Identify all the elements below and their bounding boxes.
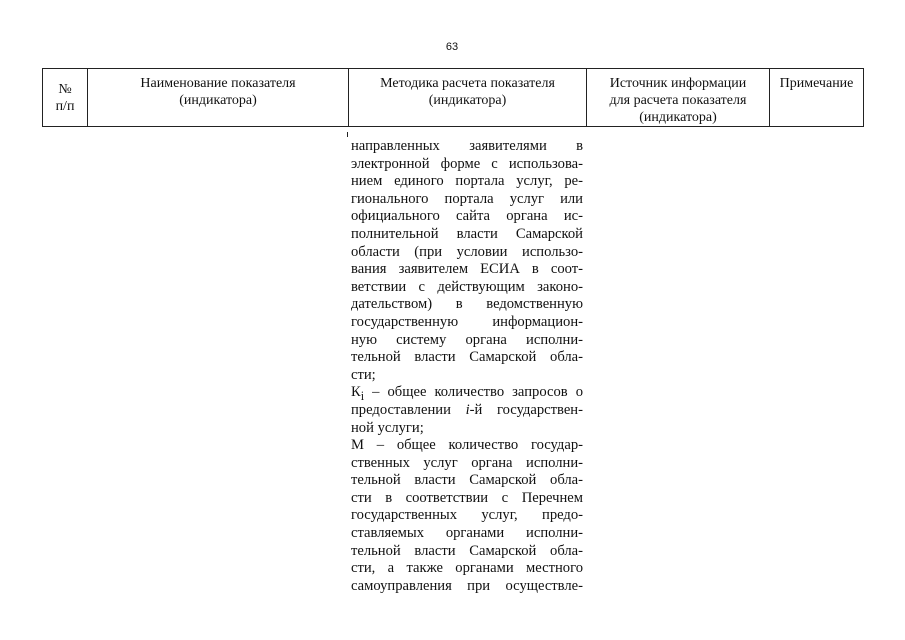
column-header-information-source	[587, 69, 770, 127]
header-method-line-1: Методика расчета показателя	[380, 76, 555, 91]
method-description	[351, 138, 583, 595]
method-line: дательством) в ведомственную	[351, 296, 583, 313]
method-line: области (при условии использо-	[351, 243, 583, 260]
variable-k: К	[351, 384, 361, 401]
method-line: направленных заявителями в	[351, 138, 583, 154]
header-num-line-2: п/п	[55, 98, 75, 114]
method-line: вания заявителем ЕСИА в соот-	[351, 261, 583, 278]
header-source-line-2: для расчета показателя	[609, 93, 747, 108]
method-line: гионального портала услуг или	[351, 190, 583, 207]
method-line: государственных услуг, предо-	[351, 507, 583, 524]
method-line: тельной власти Самарской обла-	[351, 472, 583, 489]
method-line: государственную информацион-	[351, 313, 583, 330]
method-line-ith-service	[351, 402, 583, 420]
method-line: ставляемых органами исполни-	[351, 525, 583, 542]
indicator-table-header	[42, 68, 864, 127]
subscript-i: i	[360, 389, 365, 404]
method-line: полнительной власти Самарской	[351, 225, 583, 242]
column-header-indicator-name	[88, 69, 349, 127]
method-line: ной услуги;	[351, 419, 424, 436]
method-line: ственных услуг органа исполни-	[351, 454, 583, 471]
header-source-line-1: Источник информации	[609, 76, 747, 91]
header-note-line-1: Примечание	[779, 76, 854, 91]
method-line: нием единого портала услуг, ре-	[351, 173, 583, 190]
method-line: тельной власти Самарской обла-	[351, 542, 583, 559]
method-line: сти в соответствии с Перечнем	[351, 489, 583, 506]
method-line: самоуправления при осуществле-	[351, 577, 583, 594]
ith-suffix: -й государствен-	[469, 401, 583, 418]
method-line: электронной форме с использова-	[351, 155, 583, 172]
header-name-line-1: Наименование показателя	[140, 76, 296, 91]
method-line-ki	[351, 384, 583, 402]
variable-i: i	[465, 401, 470, 418]
column-header-calculation-method	[349, 69, 587, 127]
header-name-line-2: (индикатора)	[179, 93, 257, 108]
method-line: М – общее количество государ-	[351, 437, 583, 454]
method-line: официального сайта органа ис-	[351, 208, 583, 225]
method-line: ную систему органа исполни-	[351, 331, 583, 348]
column-header-number	[43, 69, 88, 127]
header-num-line-1: №	[58, 81, 72, 97]
column-header-note	[770, 69, 864, 127]
method-line: ветствии с действующим законо-	[351, 278, 583, 295]
header-method-line-2: (индикатора)	[428, 93, 507, 108]
method-line: сти;	[351, 366, 376, 383]
header-source-line-3: (индикатора)	[639, 110, 717, 125]
method-line: тельной власти Самарской обла-	[351, 349, 583, 366]
provision-word: предоставлении	[351, 401, 451, 418]
column-divider	[347, 132, 348, 137]
ki-definition: – общее количество запросов о	[372, 384, 583, 401]
method-line: сти, а также органами местного	[351, 560, 583, 577]
table-header-row	[43, 69, 864, 127]
page-number: 63	[445, 41, 459, 53]
